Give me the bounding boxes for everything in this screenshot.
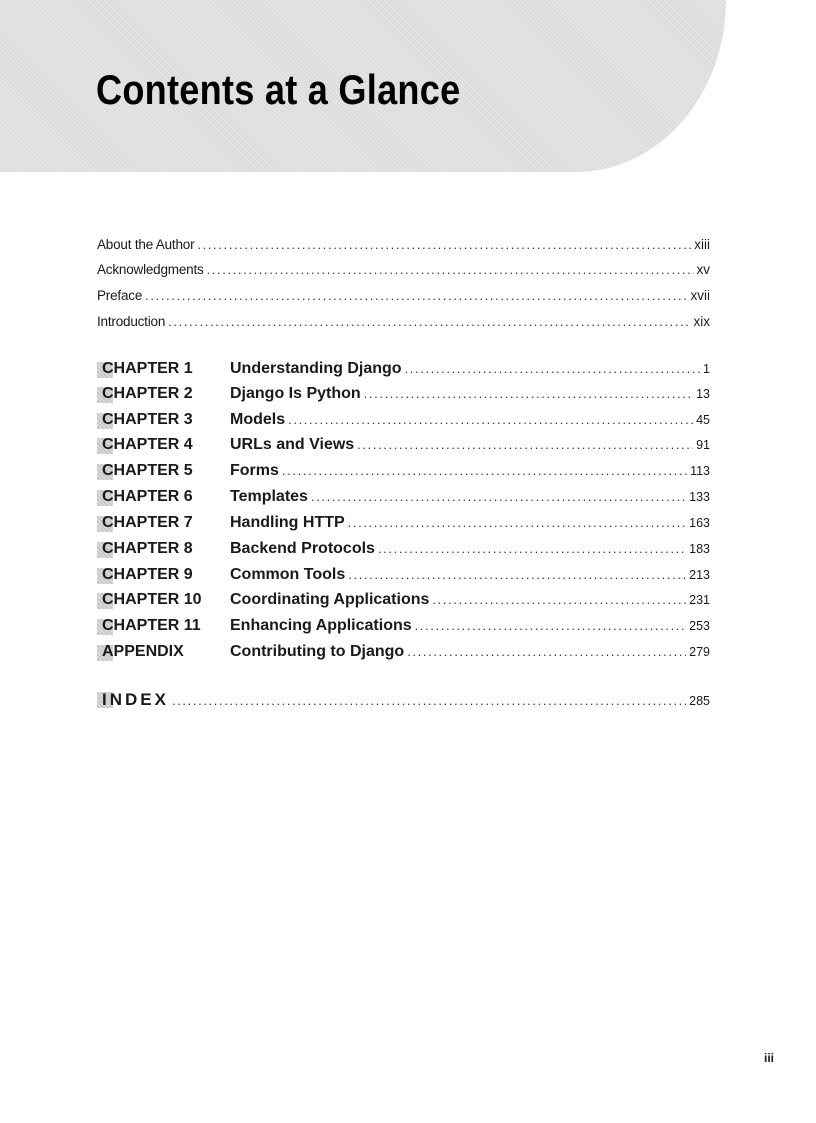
dot-leader <box>407 644 686 659</box>
toc-page-number: xv <box>696 262 710 277</box>
toc-page-number: 133 <box>689 490 710 504</box>
toc-page-number: 13 <box>696 387 710 401</box>
toc-row-appendix[interactable] <box>97 643 710 663</box>
toc-page-number: 163 <box>689 516 710 530</box>
toc-page-number: 91 <box>696 438 710 452</box>
dot-leader <box>207 262 694 277</box>
toc-page-number: 45 <box>696 413 710 427</box>
chapter-number: CHAPTER 11 <box>97 617 230 635</box>
toc-page-number: 231 <box>689 593 710 607</box>
chapter-title: Forms <box>230 462 279 479</box>
dot-leader <box>348 515 686 530</box>
chapter-title: Handling HTTP <box>230 514 345 531</box>
toc-row-chapter-11[interactable] <box>97 617 710 637</box>
page-title: Contents at a Glance <box>96 66 461 113</box>
dot-leader <box>197 237 691 252</box>
chapter-title: Coordinating Applications <box>230 591 430 608</box>
toc-row-chapter-8[interactable] <box>97 540 710 560</box>
dot-leader <box>145 288 687 303</box>
dot-leader <box>168 314 690 329</box>
toc-row-preface[interactable] <box>97 288 710 308</box>
toc-row-chapter-4[interactable] <box>97 436 710 456</box>
dot-leader <box>311 489 686 504</box>
chapter-number: CHAPTER 1 <box>97 360 230 378</box>
chapter-title: Understanding Django <box>230 360 402 377</box>
chapter-title: Backend Protocols <box>230 540 375 557</box>
toc-page-number: 279 <box>689 645 710 659</box>
toc-page-number: 1 <box>703 362 710 376</box>
dot-leader <box>282 463 687 478</box>
dot-leader <box>288 412 693 427</box>
dot-leader <box>378 541 686 556</box>
chapter-number: CHAPTER 2 <box>97 385 230 403</box>
toc-row-acknowledgments[interactable] <box>97 262 710 282</box>
chapter-title: Models <box>230 411 286 428</box>
toc-page-number: 113 <box>690 464 710 478</box>
toc-row-chapter-5[interactable] <box>97 462 710 482</box>
toc-row-chapter-2[interactable] <box>97 385 710 405</box>
toc-row-about-author[interactable] <box>97 237 710 257</box>
toc-page-number: xix <box>693 314 710 329</box>
dot-leader <box>364 386 693 401</box>
toc-row-index[interactable] <box>97 690 710 710</box>
toc-row-chapter-9[interactable] <box>97 566 710 586</box>
toc-row-chapter-6[interactable] <box>97 488 710 508</box>
toc-label: About the Author <box>97 237 195 252</box>
toc-page-number: 183 <box>689 542 710 556</box>
toc-page-number: xvii <box>690 288 710 303</box>
chapter-number: CHAPTER 4 <box>97 436 230 454</box>
index-label: INDEX <box>97 690 169 710</box>
dot-leader <box>348 567 686 582</box>
toc-label: Preface <box>97 288 143 303</box>
dot-leader <box>405 361 700 376</box>
toc-page-number: xiii <box>694 237 710 252</box>
chapter-number: CHAPTER 9 <box>97 566 230 584</box>
chapter-title: Django Is Python <box>230 385 361 402</box>
chapter-title: Common Tools <box>230 566 346 583</box>
chapter-title: URLs and Views <box>230 436 355 453</box>
chapter-title: Templates <box>230 488 308 505</box>
dot-leader <box>172 693 686 708</box>
dot-leader <box>432 592 686 607</box>
toc-page-number: 213 <box>689 568 710 582</box>
chapter-number: CHAPTER 8 <box>97 540 230 558</box>
toc-page-number: 285 <box>689 694 710 708</box>
dot-leader <box>357 437 693 452</box>
chapter-title: Enhancing Applications <box>230 617 412 634</box>
chapter-title: Contributing to Django <box>230 643 405 660</box>
toc-row-chapter-1[interactable] <box>97 360 710 380</box>
chapter-number: CHAPTER 3 <box>97 411 230 429</box>
toc-label: Introduction <box>97 314 166 329</box>
chapter-number: CHAPTER 6 <box>97 488 230 506</box>
toc-page-number: 253 <box>689 619 710 633</box>
chapter-number: APPENDIX <box>97 643 230 661</box>
chapter-number: CHAPTER 7 <box>97 514 230 532</box>
toc-row-chapter-3[interactable] <box>97 411 710 431</box>
chapter-number: CHAPTER 10 <box>97 591 230 609</box>
toc-row-introduction[interactable] <box>97 314 710 334</box>
toc-label: Acknowledgments <box>97 262 204 277</box>
dot-leader <box>415 618 687 633</box>
page-number: iii <box>764 1051 775 1065</box>
toc-row-chapter-10[interactable] <box>97 591 710 611</box>
chapter-number: CHAPTER 5 <box>97 462 230 480</box>
toc-row-chapter-7[interactable] <box>97 514 710 534</box>
